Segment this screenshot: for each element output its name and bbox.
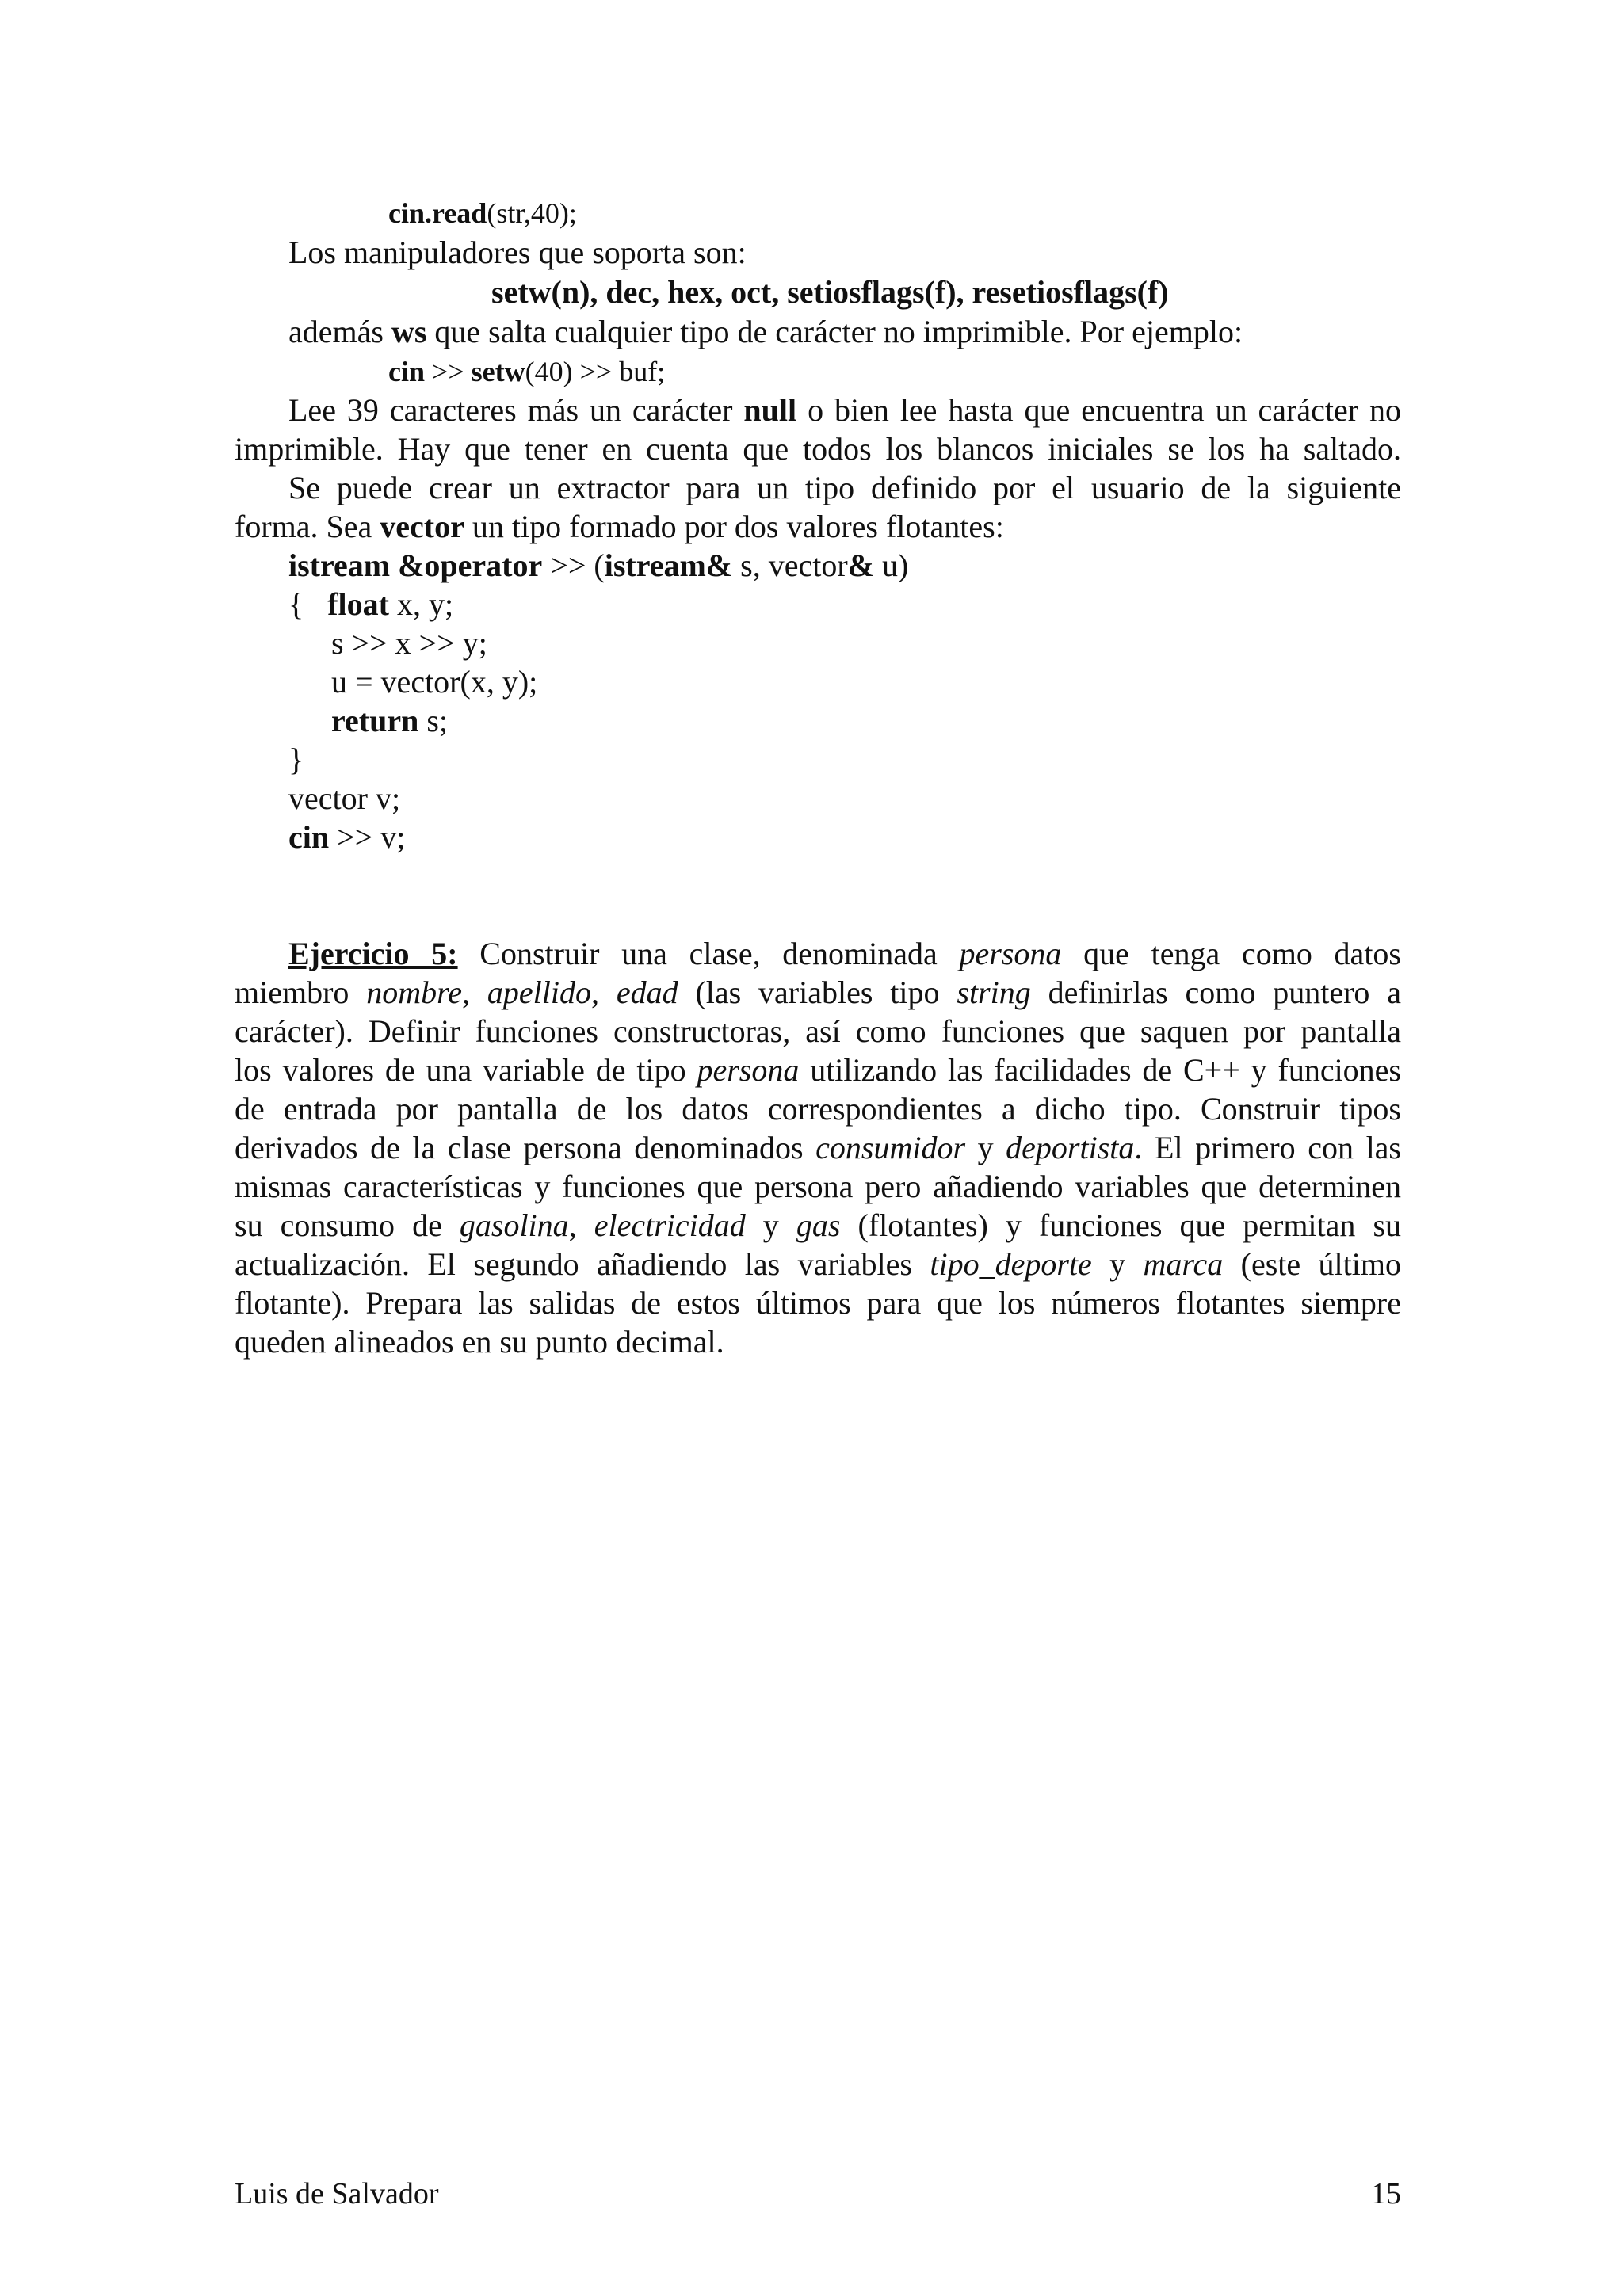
code-text: >> ( bbox=[542, 547, 605, 583]
code-line-extract: s >> x >> y; bbox=[331, 625, 487, 661]
italic-term: marca bbox=[1143, 1246, 1224, 1282]
exercise-line bbox=[235, 1245, 1401, 1283]
code-line-cin bbox=[288, 818, 405, 856]
italic-term: gas bbox=[796, 1207, 841, 1243]
text-span: los valores de una variable de tipo bbox=[235, 1052, 697, 1088]
text-span: miembro bbox=[235, 974, 367, 1010]
text-span: utilizando las facilidades de C++ y funciones bbox=[799, 1052, 1401, 1088]
italic-term: nombre bbox=[366, 974, 463, 1010]
code-text: >> bbox=[425, 356, 472, 387]
exercise-line: queden alineados en su punto decimal. bbox=[235, 1324, 724, 1360]
exercise-line: mismas características y funciones que persona pero añadiendo variables que determinen bbox=[235, 1169, 1401, 1204]
text-span: (las variables tipo bbox=[678, 974, 957, 1010]
exercise-line: de entrada por pantalla de los datos correspondientes a dicho tipo. Construir tipos bbox=[235, 1091, 1401, 1127]
footer-author: Luis de Salvador bbox=[235, 2177, 439, 2210]
code-line-declare: vector v; bbox=[288, 780, 401, 816]
code-keyword: return bbox=[331, 703, 419, 738]
code-line-return bbox=[331, 702, 448, 740]
text-span: , bbox=[590, 974, 617, 1010]
text-span: Construir una clase, denominada bbox=[457, 936, 960, 971]
text-span: y bbox=[745, 1207, 796, 1243]
page-number: 15 bbox=[1371, 2177, 1401, 2210]
keyword: vector bbox=[380, 509, 464, 544]
exercise-title bbox=[288, 936, 458, 971]
code-keyword: istream& bbox=[604, 547, 733, 583]
code-keyword: & bbox=[847, 547, 874, 583]
exercise-line bbox=[235, 1207, 1401, 1245]
italic-term: electricidad bbox=[594, 1207, 746, 1243]
code-keyword: cin bbox=[388, 356, 426, 387]
exercise-line: flotante). Prepara las salidas de estos últimos para que los números flotantes siempre bbox=[235, 1285, 1401, 1321]
code-line-operator bbox=[288, 547, 908, 585]
text-span: y bbox=[965, 1130, 1006, 1165]
paragraph-line: Los manipuladores que soporta son: bbox=[288, 235, 747, 270]
code-line-cin-read bbox=[388, 194, 577, 232]
paragraph-line bbox=[288, 391, 1401, 429]
paragraph-line: imprimible. Hay que tener en cuenta que todos los blancos iniciales se los ha saltado. bbox=[235, 431, 1401, 467]
code-text: s, vector bbox=[732, 547, 848, 583]
text-span: un tipo formado por dos valores flotantes: bbox=[464, 509, 1004, 544]
code-line-assign: u = vector(x, y); bbox=[331, 664, 538, 700]
italic-term: deportista bbox=[1006, 1130, 1135, 1165]
keyword: null bbox=[743, 392, 797, 428]
italic-term: consumidor bbox=[815, 1130, 966, 1165]
manipulators-list bbox=[491, 273, 1169, 311]
code-line-close-brace: } bbox=[288, 742, 304, 777]
code-line-float bbox=[288, 585, 453, 624]
code-keyword: istream &operator bbox=[288, 547, 543, 583]
paragraph-line bbox=[235, 508, 1401, 546]
exercise-line bbox=[235, 1051, 1401, 1089]
code-line-setw bbox=[388, 353, 665, 391]
exercise-line bbox=[235, 1129, 1401, 1167]
paragraph-line bbox=[288, 313, 1243, 351]
code-keyword: cin.read bbox=[388, 197, 487, 229]
paragraph-line: Se puede crear un extractor para un tipo definido por el usuario de la siguiente bbox=[288, 470, 1401, 505]
code-keyword: float bbox=[327, 586, 389, 622]
code-text: x, y; bbox=[388, 586, 454, 622]
text-span: forma. Sea bbox=[235, 509, 380, 544]
text-span: Lee 39 caracteres más un carácter bbox=[288, 392, 744, 428]
text-span: definirlas como puntero a bbox=[1030, 974, 1402, 1010]
code-text: s; bbox=[418, 703, 449, 738]
text-span: que salta cualquier tipo de carácter no imprimible. Por ejemplo: bbox=[426, 314, 1243, 349]
exercise-line bbox=[235, 974, 1401, 1012]
italic-term: gasolina bbox=[459, 1207, 569, 1243]
text-span: actualización. El segundo añadiendo las variables bbox=[235, 1246, 930, 1282]
text-span: . El primero con las bbox=[1134, 1130, 1401, 1165]
code-keyword: setw bbox=[471, 356, 525, 387]
text-span: su consumo de bbox=[235, 1207, 460, 1243]
text-span: y bbox=[1091, 1246, 1144, 1282]
text-span: que tenga como datos bbox=[1061, 936, 1401, 971]
text-span: , bbox=[568, 1207, 594, 1243]
italic-term: persona bbox=[697, 1052, 800, 1088]
exercise-line: carácter). Definir funciones constructoras, así como funciones que saquen por pantalla bbox=[235, 1013, 1401, 1049]
italic-term: apellido bbox=[487, 974, 591, 1010]
text-span: derivados de la clase persona denominados bbox=[235, 1130, 816, 1165]
code-text: >> v; bbox=[329, 819, 406, 855]
code-text: u) bbox=[873, 547, 909, 583]
italic-term: persona bbox=[959, 936, 1062, 971]
exercise-line bbox=[288, 935, 1401, 973]
text-span: o bien lee hasta que encuentra un carácter no bbox=[796, 392, 1402, 428]
keyword: ws bbox=[391, 314, 427, 349]
exercise-title-text: Ejercicio 5: bbox=[288, 936, 458, 971]
text-span: además bbox=[288, 314, 391, 349]
text-span: (flotantes) y funciones que permitan su bbox=[840, 1207, 1402, 1243]
manipulators-text: setw(n), dec, hex, oct, setiosflags(f), resetiosflags(f) bbox=[491, 274, 1169, 310]
italic-term: tipo_deporte bbox=[930, 1246, 1092, 1282]
code-keyword: cin bbox=[288, 819, 330, 855]
code-text: (40) >> buf; bbox=[525, 356, 666, 387]
code-text: { bbox=[288, 586, 328, 622]
code-text: (str,40); bbox=[487, 197, 577, 229]
italic-term: string bbox=[957, 974, 1031, 1010]
italic-term: edad bbox=[616, 974, 678, 1010]
text-span: (este último bbox=[1223, 1246, 1402, 1282]
text-span: , bbox=[462, 974, 487, 1010]
